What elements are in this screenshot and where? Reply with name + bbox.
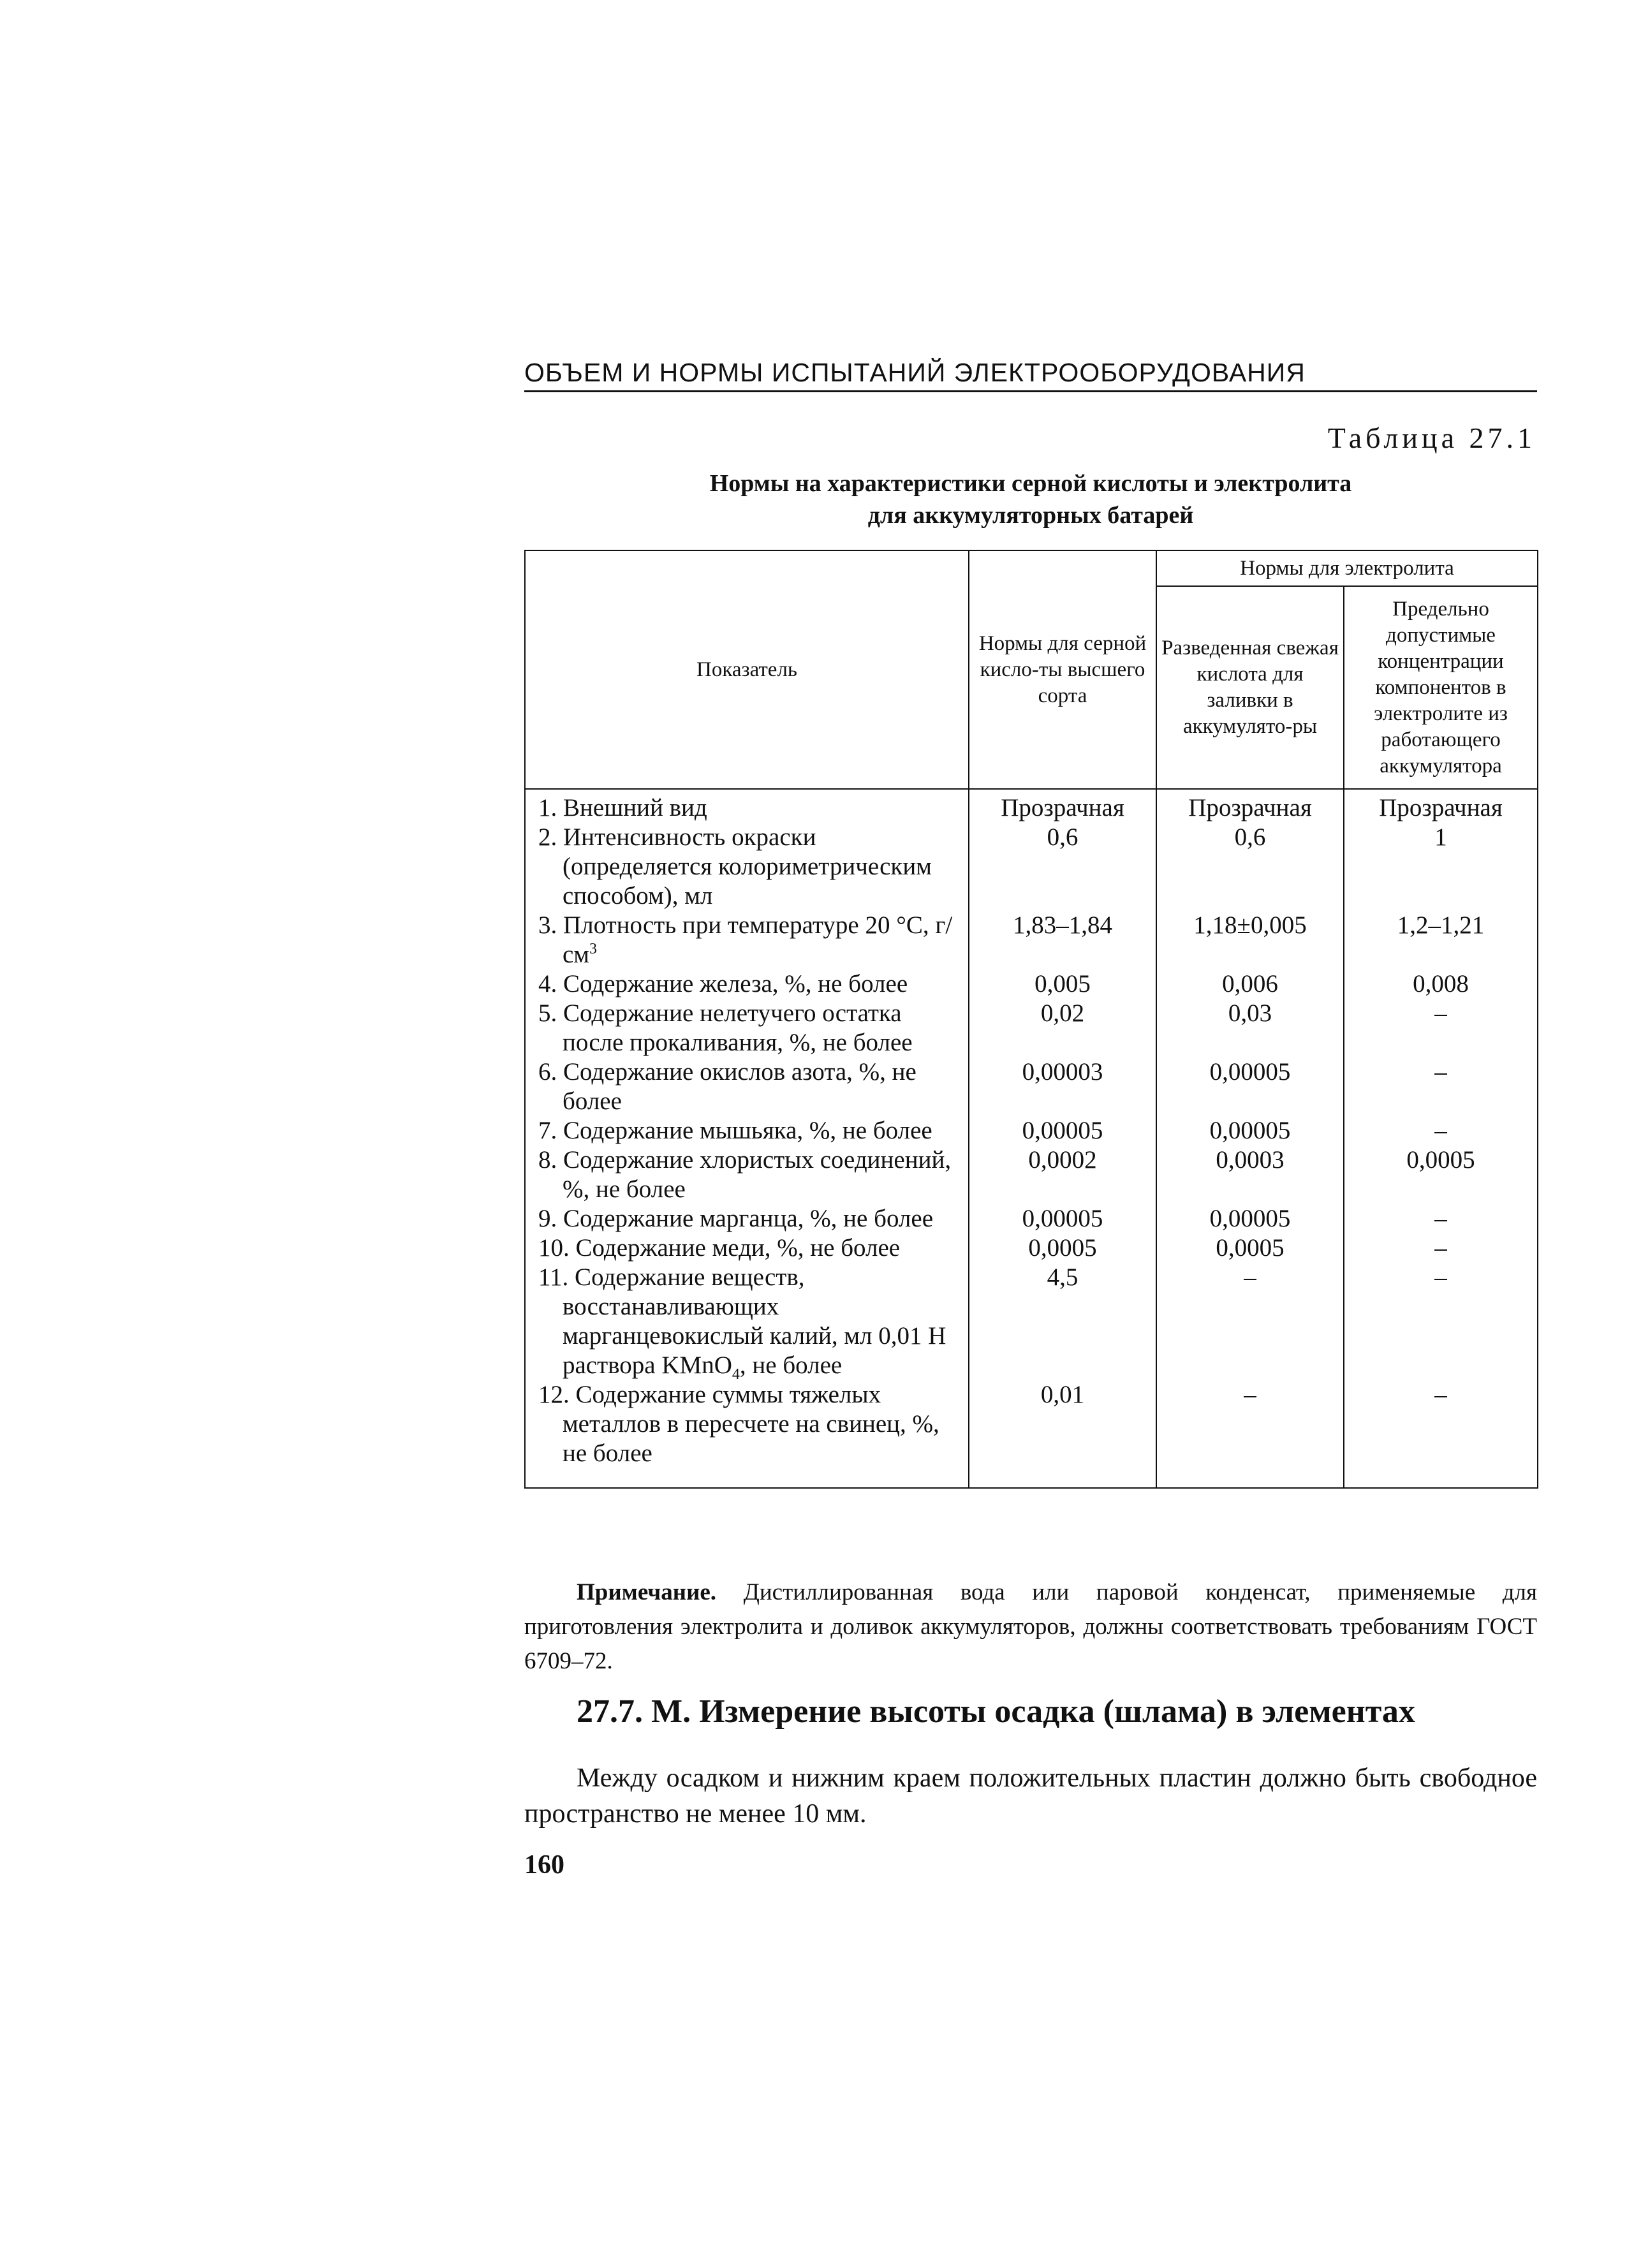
row-fresh-value: 0,00005 [1156,1057,1344,1116]
row-acid-value: 0,01 [969,1380,1156,1488]
page-number: 160 [524,1850,564,1880]
row-working-value: – [1344,1380,1538,1488]
row-indicator: 7. Содержание мышьяка, %, не более [525,1116,969,1145]
row-indicator: 9. Содержание марганца, %, не более [525,1204,969,1233]
table-note [524,1575,1537,1679]
row-working-value: – [1344,1263,1538,1380]
note-text: Дистиллированная вода или паровой конденсат, применяемые для приготовления электролита и доливок аккумуляторов, должны соответствовать требованиям ГОСТ 6709–72. [524,1579,1537,1674]
row-fresh-value: 0,00005 [1156,1204,1344,1233]
row-fresh-value: 0,00005 [1156,1116,1344,1145]
row-fresh-value: 0,0003 [1156,1145,1344,1204]
row-fresh-value: 1,18±0,005 [1156,911,1344,969]
row-indicator-text: 3. Плотность при температуре 20 °С, г/см [538,911,953,968]
row-working-value: – [1344,999,1538,1057]
row-indicator [525,1263,969,1383]
row-fresh-value: 0,006 [1156,969,1344,999]
section-title: 27.7. М. Измерение высоты осадка (шлама) в элементах [577,1693,1415,1730]
table-caption [524,468,1537,531]
table-row [525,911,1538,969]
row-acid-value: 0,0005 [969,1233,1156,1263]
row-working-value: 0,0005 [1344,1145,1538,1204]
row-indicator: 6. Содержание окислов азота, %, не более [525,1057,969,1116]
row-indicator: 10. Содержание меди, %, не более [525,1233,969,1263]
row-fresh-value: – [1156,1263,1344,1380]
header-fresh-acid: Разведенная свежая кислота для заливки в аккумулято-ры [1156,586,1344,789]
row-working-value: 1,2–1,21 [1344,911,1538,969]
table-row [525,789,1538,823]
row-acid-value: 0,00005 [969,1116,1156,1145]
row-working-value: 1 [1344,823,1538,911]
running-head: ОБЪЕМ И НОРМЫ ИСПЫТАНИЙ ЭЛЕКТРООБОРУДОВАНИЯ [524,356,1537,392]
row-indicator: 1. Внешний вид [525,789,969,823]
row-indicator-text: 11. Содержание веществ, восстанавливающих марганцевокислый калий, мл 0,01 Н раствора KMnO [538,1263,946,1379]
table-row [525,1263,1538,1380]
table-caption-line-2: для аккумуляторных батарей [867,502,1194,529]
row-working-value: – [1344,1116,1538,1145]
row-fresh-value: 0,6 [1156,823,1344,911]
note-label: Примечание. [577,1579,717,1605]
row-indicator: 8. Содержание хлористых соединений, %, не более [525,1145,969,1204]
row-indicator: 2. Интенсивность окраски (определяется колориметрическим способом), мл [525,823,969,911]
row-acid-value: 1,83–1,84 [969,911,1156,969]
row-indicator [525,911,969,969]
table-row [525,969,1538,999]
table-row [525,1145,1538,1204]
table-row [525,1380,1538,1488]
row-indicator-text-end: , не более [739,1351,843,1379]
table-row [525,999,1538,1057]
row-fresh-value: 0,0005 [1156,1233,1344,1263]
row-working-value: 0,008 [1344,969,1538,999]
row-acid-value: 0,0002 [969,1145,1156,1204]
row-indicator: 12. Содержание суммы тяжелых металлов в пересчете на свинец, %, не более [525,1380,969,1488]
unit-superscript: 3 [589,941,597,957]
formula-subscript: 4 [732,1366,740,1383]
table-row [525,1057,1538,1116]
row-fresh-value: 0,03 [1156,999,1344,1057]
header-working-electrolyte: Предельно допустимые концентрации компонентов в электролите из работающего аккумулятора [1344,586,1538,789]
row-acid-value: 4,5 [969,1263,1156,1380]
row-acid-value: Прозрачная [969,789,1156,823]
row-indicator: 4. Содержание железа, %, не более [525,969,969,999]
body-paragraph: Между осадком и нижним краем положительных пластин должно быть свободное пространство не менее 10 мм. [524,1764,1537,1829]
table-row [525,1233,1538,1263]
row-fresh-value: Прозрачная [1156,789,1344,823]
table-caption-line-1: Нормы на характеристики серной кислоты и электролита [709,470,1352,497]
row-acid-value: 0,6 [969,823,1156,911]
row-working-value: – [1344,1057,1538,1116]
norms-table [524,550,1538,1489]
row-acid-value: 0,005 [969,969,1156,999]
table-row [525,1204,1538,1233]
row-acid-value: 0,00003 [969,1057,1156,1116]
row-indicator: 5. Содержание нелетучего остатка после прокаливания, %, не более [525,999,969,1057]
row-fresh-value: – [1156,1380,1344,1488]
table-number: Таблица 27.1 [1327,422,1536,454]
row-working-value: – [1344,1204,1538,1233]
header-acid: Нормы для серной кисло-ты высшего сорта [969,550,1156,789]
row-acid-value: 0,00005 [969,1204,1156,1233]
row-working-value: – [1344,1233,1538,1263]
row-acid-value: 0,02 [969,999,1156,1057]
header-electrolyte-group: Нормы для электролита [1156,550,1538,586]
header-indicator: Показатель [525,550,969,789]
row-working-value: Прозрачная [1344,789,1538,823]
table-row [525,1116,1538,1145]
table-row [525,823,1538,911]
